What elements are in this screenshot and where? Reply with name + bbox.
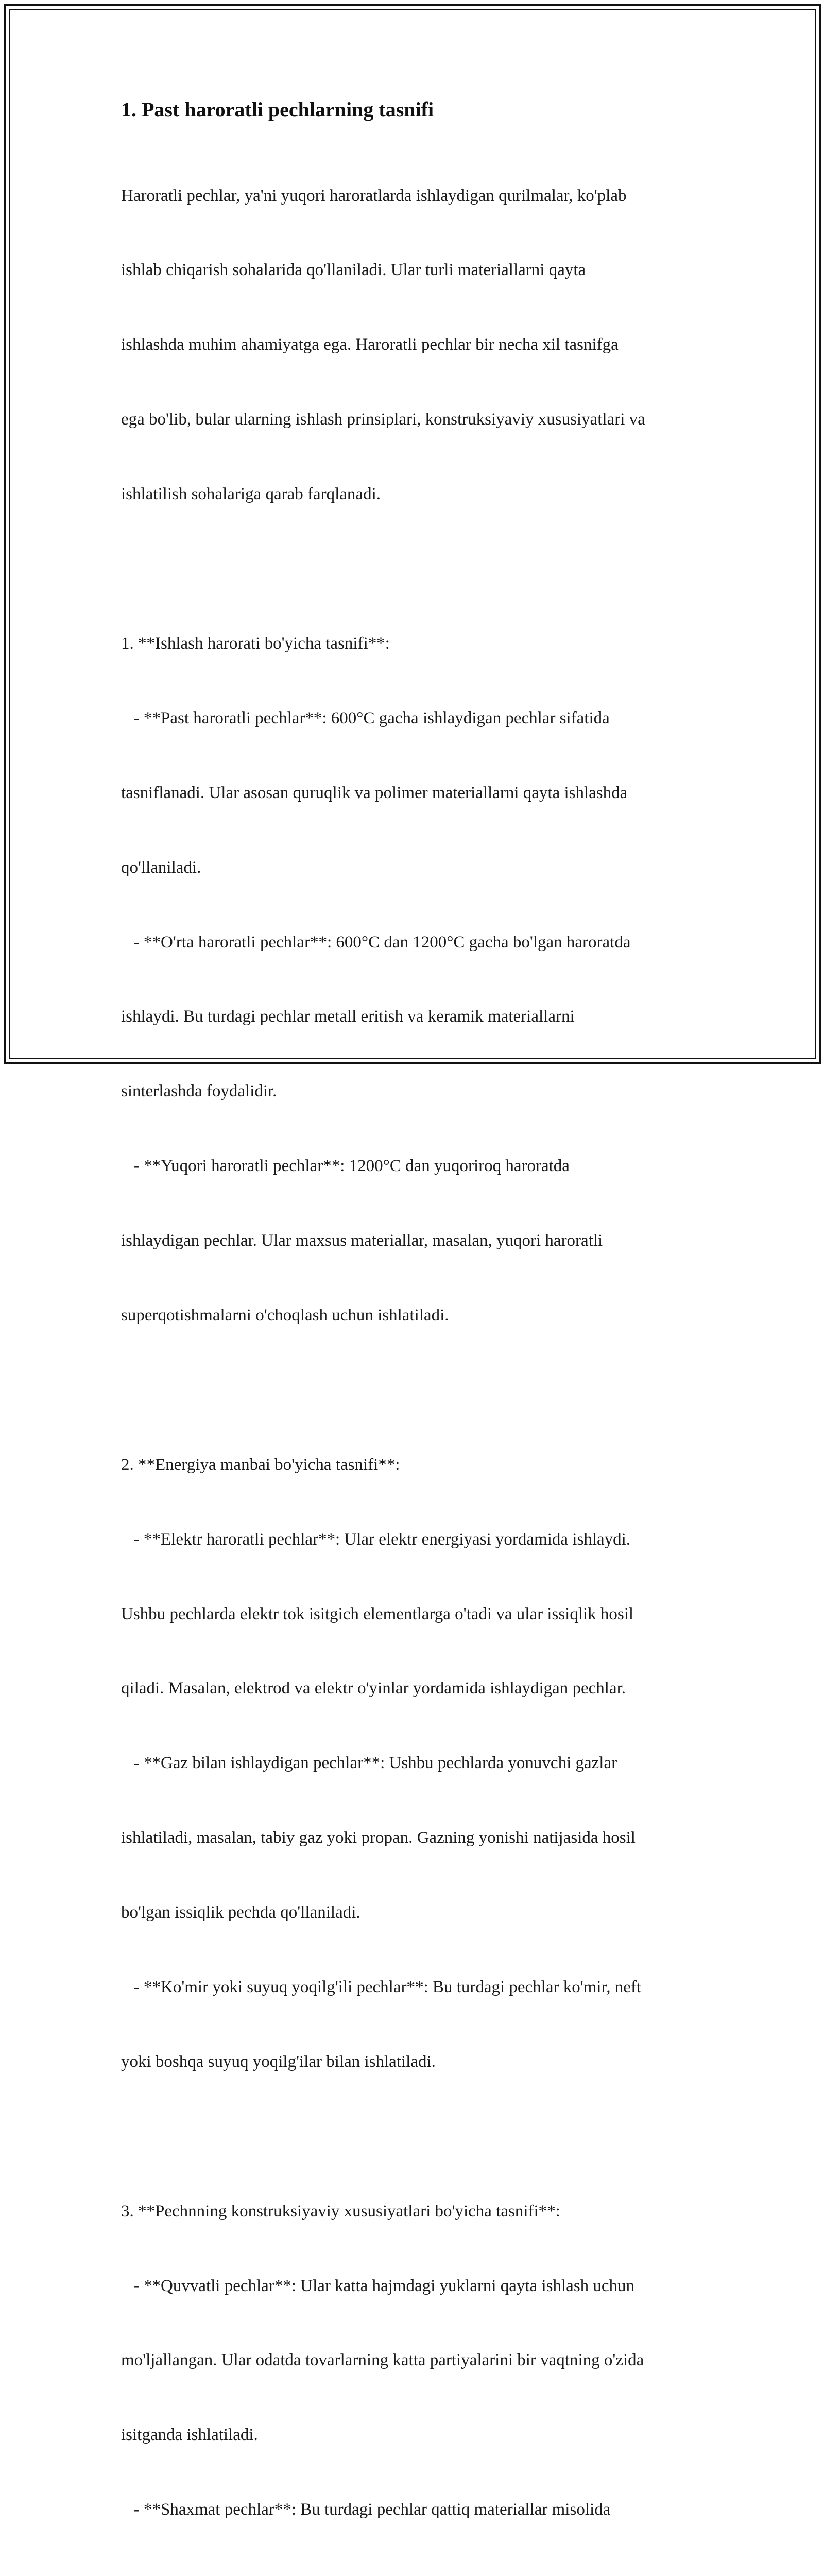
text-line: sinterlashda foydalidir.: [121, 1082, 277, 1101]
section-heading: 1. **Ishlash harorati bo'yicha tasnifi**:: [121, 634, 390, 653]
text-line: - **Elektr haroratli pechlar**: Ular elektr energiyasi yordamida ishlaydi.: [121, 1530, 631, 1549]
text-line: superqotishmalarni o'choqlash uchun ishlatiladi.: [121, 1306, 449, 1325]
text-line: qo'llaniladi.: [121, 858, 201, 877]
text-line: ishlashda muhim ahamiyatga ega. Haroratli pechlar bir necha xil tasnifga: [121, 335, 619, 354]
text-line: - **Ko'mir yoki suyuq yoqilg'ili pechlar**: Bu turdagi pechlar ko'mir, neft: [121, 1977, 641, 1996]
text-line: - **Gaz bilan ishlaydigan pechlar**: Ushbu pechlarda yonuvchi gazlar: [121, 1754, 617, 1773]
section-construction: [121, 2149, 713, 2576]
text-line: ega bo'lib, bular ularning ishlash prinsiplari, konstruksiyaviy xususiyatlari va: [121, 410, 645, 429]
paragraph-gap: [121, 556, 713, 581]
text-line: tasniflanadi. Ular asosan quruqlik va polimer materiallarni qayta ishlashda: [121, 783, 628, 802]
text-line: yoki boshqa suyuq yoqilg'ilar bilan ishlatiladi.: [121, 2052, 436, 2071]
text-line: - **Past haroratli pechlar**: 600°C gacha ishlaydigan pechlar sifatida: [121, 708, 610, 727]
section-heading: 2. **Energiya manbai bo'yicha tasnifi**:: [121, 1455, 400, 1474]
text-line: qiladi. Masalan, elektrod va elektr o'yinlar yordamida ishlaydigan pechlar.: [121, 1679, 626, 1698]
text-line: Haroratli pechlar, ya'ni yuqori haroratlarda ishlaydigan qurilmalar, ko'plab: [121, 186, 627, 205]
paragraph-gap: [121, 2124, 713, 2149]
text-line: - **Quvvatli pechlar**: Ular katta hajmdagi yuklarni qayta ishlash uchun: [121, 2276, 635, 2295]
text-line: - **Shaxmat pechlar**: Bu turdagi pechlar qattiq materiallar misolida: [121, 2500, 611, 2519]
text-line: - **O'rta haroratli pechlar**: 600°C dan 1200°C gacha bo'lgan haroratda: [121, 933, 631, 952]
text-line: bo'lgan issiqlik pechda qo'llaniladi.: [121, 1903, 360, 1922]
text-line: ishlaydigan pechlar. Ular maxsus materiallar, masalan, yuqori haroratli: [121, 1231, 603, 1250]
text-line: [121, 2572, 713, 2576]
text-line: ishlatilish sohalariga qarab farqlanadi.: [121, 485, 381, 504]
text-line: ishlatiladi, masalan, tabiy gaz yoki propan. Gazning yonishi natijasida hosil: [121, 1828, 636, 1848]
section-heading: 3. **Pechnning konstruksiyaviy xususiyatlari bo'yicha tasnifi**:: [121, 2201, 560, 2221]
document-title: 1. Past haroratli pechlarning tasnifi: [121, 98, 434, 121]
text-line: ishlab chiqarish sohalarida qo'llaniladi. Ular turli materiallarni qayta: [121, 261, 586, 280]
text-line: isitganda ishlatiladi.: [121, 2426, 258, 2445]
document-body: [121, 95, 713, 2576]
text-line: - **Yuqori haroratli pechlar**: 1200°C dan yuqoriroq haroratda: [121, 1157, 570, 1176]
section-energy-source: [121, 1402, 713, 2124]
paragraph-gap: [121, 1378, 713, 1402]
intro-paragraph: [121, 133, 713, 556]
text-line: ishlaydi. Bu turdagi pechlar metall eritish va keramik materiallarni: [121, 1007, 575, 1026]
text-line: mo'ljallangan. Ular odatda tovarlarning katta partiyalarini bir vaqtning o'zida: [121, 2351, 644, 2370]
section-operating-temperature: [121, 581, 713, 1378]
text-line: Ushbu pechlarda elektr tok isitgich elementlarga o'tadi va ular issiqlik hosil: [121, 1604, 634, 1623]
